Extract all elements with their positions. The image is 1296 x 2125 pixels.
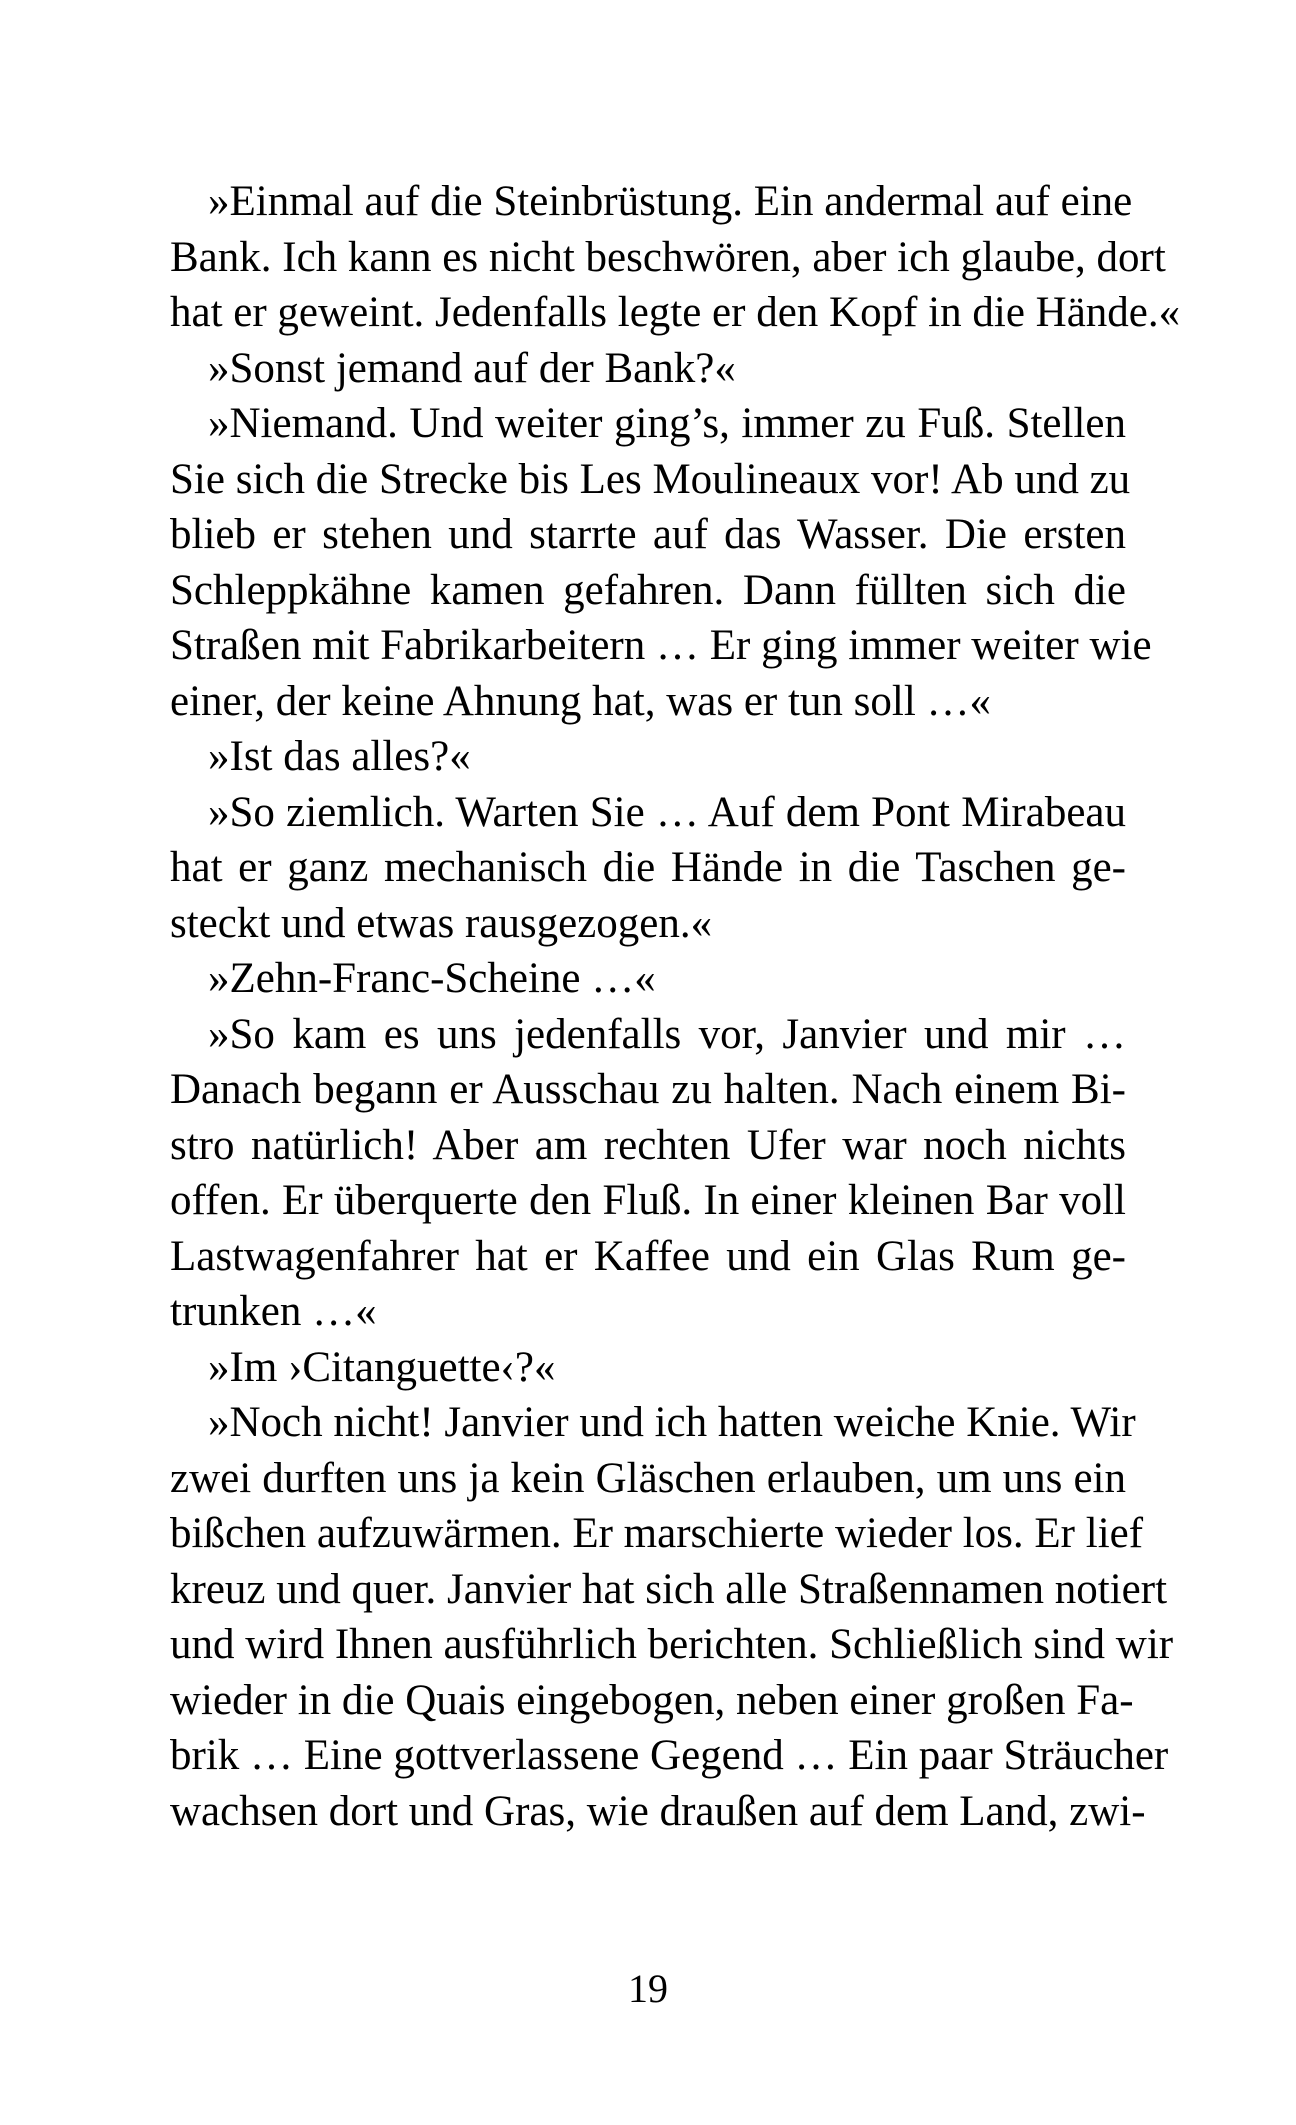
- text-line: und wird Ihnen ausführlich berichten. Schließlich sind wir: [170, 1621, 1174, 1668]
- text-line: »Im ›Citanguette‹?«: [208, 1343, 556, 1391]
- text-line: trunken …«: [170, 1288, 377, 1335]
- text-line: »So ziemlich. Warten Sie … Auf dem Pont Mirabeau: [208, 788, 1126, 836]
- text-line: bißchen aufzuwärmen. Er marschierte wieder los. Er lief: [170, 1510, 1144, 1557]
- body-text: [170, 174, 1181, 1839]
- text-line: Sie sich die Strecke bis Les Moulineaux vor! Ab und zu: [170, 455, 1131, 503]
- text-line: »So kam es uns jedenfalls vor, Janvier und mir …: [208, 1010, 1126, 1058]
- text-line: wieder in die Quais eingebogen, neben einer großen Fa-: [170, 1676, 1134, 1724]
- text-line: einer, der keine Ahnung hat, was er tun soll …«: [170, 677, 992, 725]
- text-line: hat er ganz mechanisch die Hände in die Taschen ge-: [170, 844, 1126, 891]
- text-line: stro natürlich! Aber am rechten Ufer war noch nichts: [170, 1121, 1126, 1169]
- text-line: Schleppkähne kamen gefahren. Dann füllten sich die: [170, 566, 1126, 614]
- text-line: offen. Er überquerte den Fluß. In einer kleinen Bar voll: [170, 1177, 1126, 1224]
- text-line: Straßen mit Fabrikarbeitern … Er ging immer weiter wie: [170, 622, 1152, 669]
- text-line: »Sonst jemand auf der Bank?«: [208, 344, 736, 392]
- text-line: »Noch nicht! Janvier und ich hatten weiche Knie. Wir: [208, 1399, 1136, 1446]
- text-line: hat er geweint. Jedenfalls legte er den Kopf in die Hände.«: [170, 289, 1181, 336]
- text-line: wachsen dort und Gras, wie draußen auf dem Land, zwi-: [170, 1787, 1146, 1835]
- text-line: steckt und etwas rausgezogen.«: [170, 899, 713, 947]
- text-line: kreuz und quer. Janvier hat sich alle Straßennamen notiert: [170, 1565, 1168, 1613]
- text-line: »Ist das alles?«: [208, 733, 471, 780]
- text-line: »Einmal auf die Steinbrüstung. Ein andermal auf eine: [208, 178, 1133, 225]
- text-line: »Zehn-Franc-Scheine …«: [208, 955, 656, 1002]
- text-line: »Niemand. Und weiter ging’s, immer zu Fuß. Stellen: [208, 400, 1126, 447]
- text-line: Danach begann er Ausschau zu halten. Nach einem Bi-: [170, 1066, 1126, 1113]
- text-line: brik … Eine gottverlassene Gegend … Ein paar Sträucher: [170, 1732, 1169, 1779]
- text-line: Bank. Ich kann es nicht beschwören, aber ich glaube, dort: [170, 233, 1166, 281]
- text-line: zwei durften uns ja kein Gläschen erlauben, um uns ein: [170, 1454, 1126, 1502]
- page-number: 19: [628, 1966, 668, 2011]
- text-line: blieb er stehen und starrte auf das Wasser. Die ersten: [170, 511, 1126, 558]
- text-line: Lastwagenfahrer hat er Kaffee und ein Glas Rum ge-: [170, 1232, 1126, 1280]
